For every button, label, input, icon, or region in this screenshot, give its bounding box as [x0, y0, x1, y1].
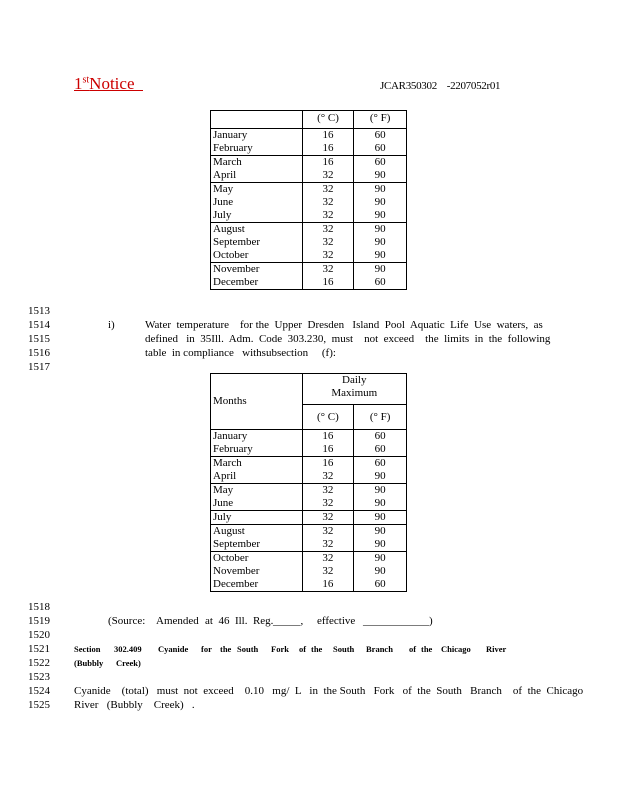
- table-header-row: [211, 374, 407, 405]
- table-row: [211, 565, 407, 578]
- month-cell: June: [213, 196, 234, 208]
- line-number: 1513: [28, 305, 50, 317]
- months-header: Months: [213, 395, 247, 407]
- fahrenheit-cell: 90: [354, 538, 407, 552]
- fahrenheit-cell: 90: [354, 183, 407, 197]
- month-cell: June: [213, 497, 234, 509]
- celsius-cell: 32: [302, 484, 354, 498]
- amended-label: Amended: [156, 615, 199, 627]
- month-cell: March: [211, 457, 303, 471]
- temperature-table-continued: [210, 110, 407, 290]
- line-number: 1519: [28, 615, 50, 627]
- section-heading-word: Fork: [271, 644, 289, 654]
- celsius-cell: 32: [302, 552, 354, 566]
- fahrenheit-cell: 90: [354, 169, 407, 183]
- register-blank: _____,: [273, 615, 304, 627]
- table-row: [211, 525, 407, 539]
- daily-maximum-header: [302, 374, 406, 405]
- table-row: [211, 263, 407, 277]
- fahrenheit-cell: 90: [354, 236, 407, 249]
- unit-celsius: (° C): [302, 405, 354, 430]
- section-heading-word: 302.409: [114, 644, 142, 654]
- table-row: [211, 156, 407, 170]
- jcar-number: JCAR350302: [380, 80, 437, 92]
- table-row: [211, 470, 407, 484]
- month-cell: May: [211, 484, 303, 498]
- section-heading-word: for: [201, 644, 212, 654]
- jcar-code: [380, 80, 500, 92]
- fahrenheit-cell: 60: [354, 443, 407, 457]
- fahrenheit-cell: 60: [354, 578, 407, 592]
- line-number: 1521: [28, 643, 50, 655]
- table-row: [211, 497, 407, 511]
- paragraph-line-1: Water temperature for the Upper Dresden Island Pool Aquatic Life Use waters, as: [145, 319, 543, 331]
- fahrenheit-cell: 60: [354, 129, 407, 143]
- celsius-cell: 16: [302, 276, 354, 290]
- month-cell: July: [211, 511, 303, 525]
- section-heading-word: the: [421, 644, 433, 654]
- table-row: [211, 183, 407, 197]
- celsius-cell: 32: [302, 525, 354, 539]
- fahrenheit-cell: 60: [354, 457, 407, 471]
- table-row: [211, 484, 407, 498]
- table-row: [211, 578, 407, 592]
- month-cell: February: [213, 142, 253, 154]
- fahrenheit-cell: 90: [354, 223, 407, 237]
- table-row: [211, 209, 407, 223]
- month-cell: December: [213, 276, 259, 288]
- celsius-cell: 16: [302, 129, 354, 143]
- fahrenheit-cell: 90: [354, 565, 407, 578]
- unit-fahrenheit: (° F): [354, 111, 407, 129]
- upper-dresden-temperature-table: [210, 373, 407, 592]
- celsius-cell: 32: [302, 223, 354, 237]
- month-cell: October: [213, 249, 249, 261]
- fahrenheit-cell: 90: [354, 249, 407, 263]
- register-reference: at 46 Ill. Reg.: [205, 615, 274, 627]
- table-row: [211, 142, 407, 156]
- table-row: [211, 129, 407, 143]
- section-heading-word: Creek): [116, 658, 141, 668]
- section-heading-word: (Bubbly: [74, 658, 104, 668]
- fahrenheit-cell: 90: [354, 552, 407, 566]
- table-row: [211, 443, 407, 457]
- section-heading-word: of: [409, 644, 417, 654]
- section-heading-word: the: [311, 644, 323, 654]
- paragraph-label: i): [108, 319, 115, 331]
- celsius-cell: 32: [302, 497, 354, 511]
- table-row: [211, 169, 407, 183]
- source-label: (Source:: [108, 615, 146, 627]
- celsius-cell: 16: [302, 578, 354, 592]
- celsius-cell: 32: [302, 538, 354, 552]
- table-row: [211, 236, 407, 249]
- celsius-cell: 32: [302, 565, 354, 578]
- table-row: [211, 511, 407, 525]
- line-number: 1524: [28, 685, 50, 697]
- celsius-cell: 32: [302, 183, 354, 197]
- month-cell: November: [211, 263, 303, 277]
- line-number: 1517: [28, 361, 50, 373]
- month-cell: September: [213, 538, 261, 550]
- month-cell: January: [211, 430, 303, 444]
- celsius-cell: 16: [302, 430, 354, 444]
- celsius-cell: 16: [302, 443, 354, 457]
- section-heading-word: Branch: [366, 644, 393, 654]
- section-heading-word: Section: [74, 644, 101, 654]
- section-heading-word: of: [299, 644, 307, 654]
- celsius-cell: 32: [302, 209, 354, 223]
- paragraph-line-2: defined in 35Ill. Adm. Code 303.230, must not exceed the limits in the following: [145, 333, 551, 345]
- month-cell: October: [211, 552, 303, 566]
- month-cell: July: [213, 209, 232, 221]
- effective-label: effective: [317, 615, 356, 627]
- fahrenheit-cell: 90: [354, 511, 407, 525]
- paragraph-line-3: table in compliance withsubsection (f):: [145, 347, 336, 359]
- celsius-cell: 32: [302, 511, 354, 525]
- fahrenheit-cell: 90: [354, 484, 407, 498]
- table-row: [211, 457, 407, 471]
- celsius-cell: 16: [302, 457, 354, 471]
- line-number: 1518: [28, 601, 50, 613]
- table-row: [211, 430, 407, 444]
- fahrenheit-cell: 60: [354, 142, 407, 156]
- section-heading-word: Chicago: [441, 644, 471, 654]
- line-number: 1523: [28, 671, 50, 683]
- table-row: [211, 249, 407, 263]
- celsius-cell: 32: [302, 263, 354, 277]
- effective-blank: ____________): [363, 615, 433, 627]
- month-cell: December: [213, 578, 259, 590]
- fahrenheit-cell: 90: [354, 470, 407, 484]
- celsius-cell: 32: [302, 196, 354, 209]
- section-heading-word: the: [220, 644, 232, 654]
- fahrenheit-cell: 60: [354, 430, 407, 444]
- fahrenheit-cell: 60: [354, 156, 407, 170]
- section-heading-word: Cyanide: [158, 644, 189, 654]
- table-row: [211, 552, 407, 566]
- fahrenheit-cell: 90: [354, 263, 407, 277]
- month-cell: April: [213, 169, 237, 181]
- line-number: 1520: [28, 629, 50, 641]
- table-header-row: [211, 111, 407, 129]
- fahrenheit-cell: 90: [354, 525, 407, 539]
- month-cell: February: [213, 443, 253, 455]
- celsius-cell: 16: [302, 142, 354, 156]
- cyanide-line-2: River (Bubbly Creek) .: [74, 699, 195, 711]
- celsius-cell: 32: [302, 249, 354, 263]
- section-heading-word: South: [237, 644, 259, 654]
- table-row: [211, 196, 407, 209]
- month-cell: September: [213, 236, 261, 248]
- line-number: 1516: [28, 347, 50, 359]
- month-cell: April: [213, 470, 237, 482]
- celsius-cell: 16: [302, 156, 354, 170]
- section-heading-word: River: [486, 644, 507, 654]
- notice-number: 1: [74, 74, 83, 93]
- month-cell: May: [211, 183, 303, 197]
- section-heading-word: South: [333, 644, 355, 654]
- fahrenheit-cell: 60: [354, 276, 407, 290]
- notice-heading: [74, 74, 143, 94]
- unit-fahrenheit: (° F): [354, 405, 407, 430]
- celsius-cell: 32: [302, 169, 354, 183]
- maximum-label: Maximum: [331, 387, 378, 399]
- month-cell: January: [211, 129, 303, 143]
- celsius-cell: 32: [302, 470, 354, 484]
- line-number: 1525: [28, 699, 50, 711]
- cyanide-line-1: Cyanide (total) must not exceed 0.10 mg/ L in the South Fork of the South Branch of the Chicago: [74, 685, 584, 697]
- doc-code: -2207052r01: [446, 80, 501, 92]
- fahrenheit-cell: 90: [354, 497, 407, 511]
- unit-celsius: (° C): [302, 111, 354, 129]
- month-cell: August: [211, 525, 303, 539]
- fahrenheit-cell: 90: [354, 196, 407, 209]
- table-row: [211, 538, 407, 552]
- line-number: 1514: [28, 319, 50, 331]
- notice-suffix: st: [82, 74, 90, 86]
- fahrenheit-cell: 90: [354, 209, 407, 223]
- table-row: [211, 223, 407, 237]
- month-cell: August: [211, 223, 303, 237]
- month-cell: March: [211, 156, 303, 170]
- line-number: 1515: [28, 333, 50, 345]
- table-row: [211, 276, 407, 290]
- line-number: 1522: [28, 657, 50, 669]
- notice-word: Notice: [89, 74, 135, 93]
- month-cell: November: [213, 565, 260, 577]
- celsius-cell: 32: [302, 236, 354, 249]
- daily-label: Daily: [342, 374, 367, 386]
